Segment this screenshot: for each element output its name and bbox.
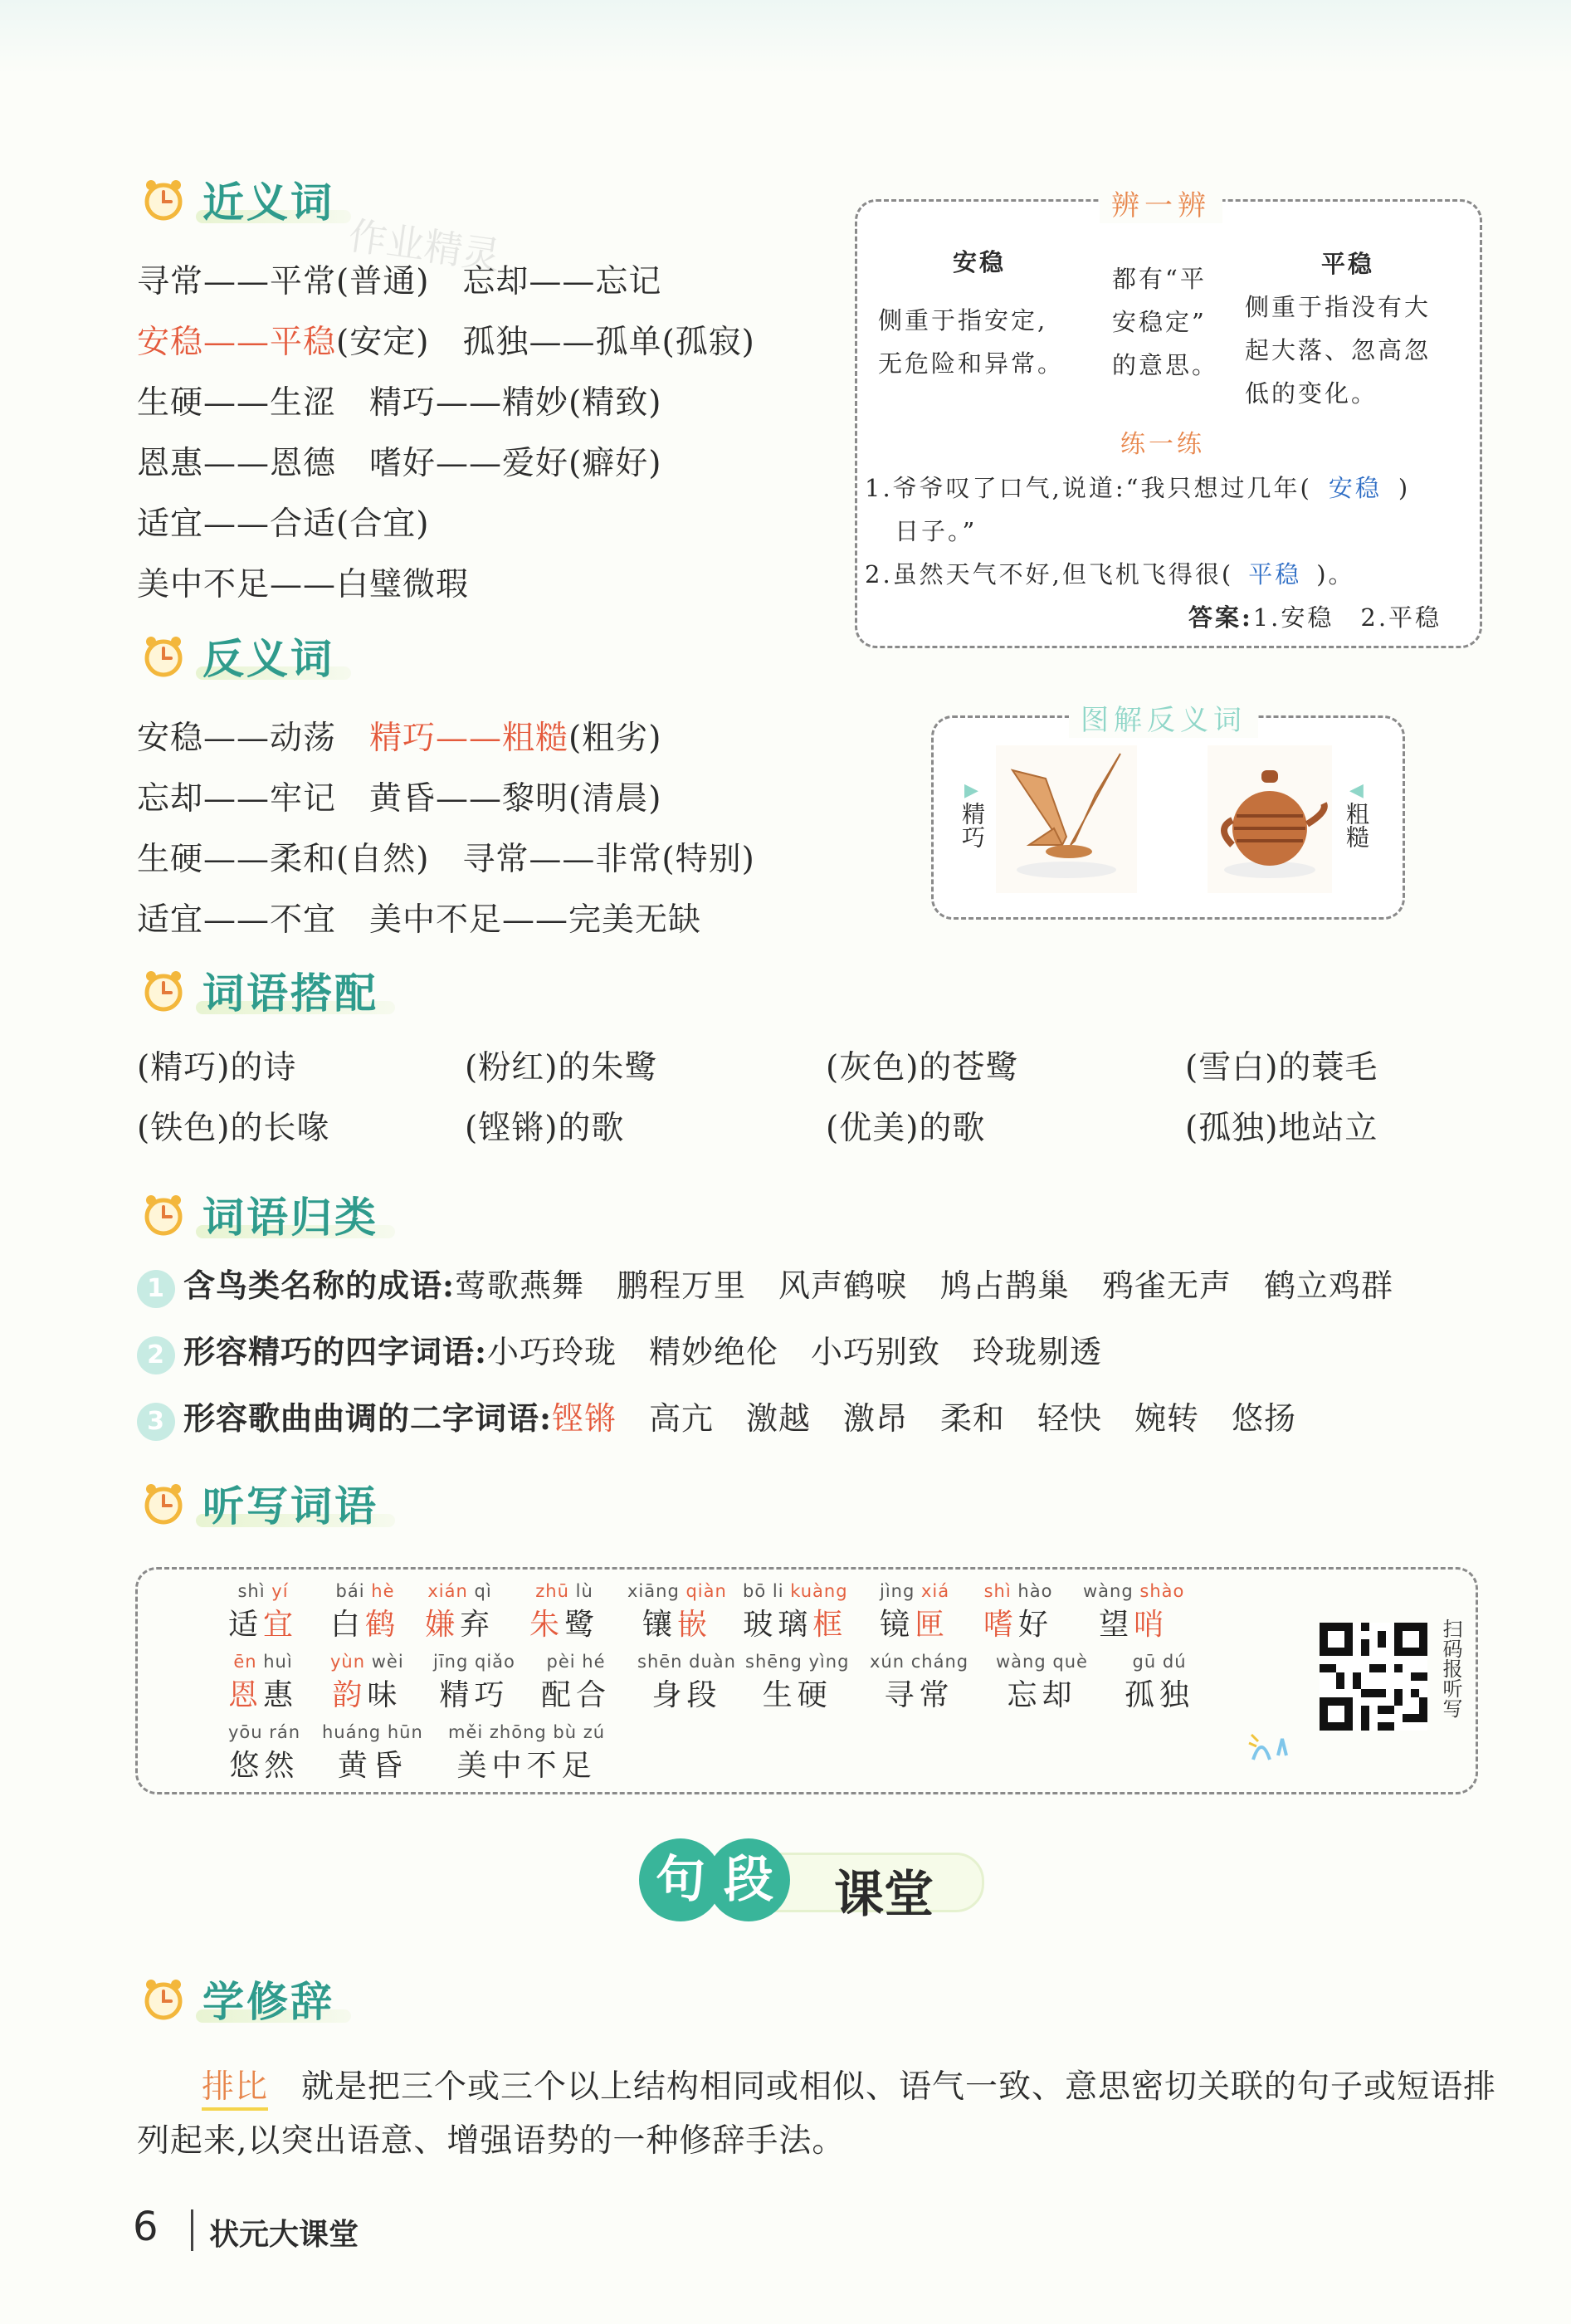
hanzi: 中 xyxy=(491,1749,527,1783)
hanzi: 不 xyxy=(526,1749,562,1783)
classify-words: 小巧玲珑 精妙绝伦 小巧别致 玲珑剔透 xyxy=(487,1334,1103,1370)
hanzi: 适 xyxy=(228,1608,264,1642)
hanzi: 生 xyxy=(762,1678,798,1712)
play-left-icon: ◀ xyxy=(1349,780,1364,801)
pinyin: xiá xyxy=(921,1581,950,1601)
hanzi: 好 xyxy=(1018,1608,1054,1642)
hanzi: 悠 xyxy=(229,1749,265,1783)
dictation-word xyxy=(743,1581,848,1643)
rhetoric-line-2: 列起来,以突出语意、增强语势的一种修辞手法。 xyxy=(137,2122,846,2160)
heading-synonyms xyxy=(141,170,334,228)
antonym-line-3: 生硬——柔和(自然) 寻常——非常(特别) xyxy=(137,841,755,878)
hanzi: 镶 xyxy=(642,1608,677,1642)
collocation-item: (精巧)的诗 xyxy=(137,1049,297,1086)
page-number: 6 xyxy=(133,2204,159,2250)
clock-icon xyxy=(141,633,186,678)
pinyin: li xyxy=(772,1581,784,1601)
pinyin: huì xyxy=(263,1652,293,1672)
book-title: 状元大课堂 xyxy=(209,2217,359,2252)
pinyin: zú xyxy=(583,1722,606,1742)
dictation-word xyxy=(529,1581,599,1643)
hanzi: 框 xyxy=(812,1608,848,1642)
dictation-word xyxy=(880,1581,949,1643)
practice-q1-cont: 日子。” xyxy=(895,517,978,545)
doodle-icon xyxy=(1245,1726,1303,1771)
dictation-word xyxy=(870,1652,968,1714)
pinyin: bù xyxy=(553,1722,578,1742)
compare-left-desc-2: 无危险和异常。 xyxy=(878,349,1065,378)
picture-label: 图解反义词 xyxy=(1069,697,1258,738)
clock-icon xyxy=(141,1976,186,2021)
section-title: 学修辞 xyxy=(202,1978,334,2026)
dictation-word xyxy=(228,1652,298,1714)
dictation-word xyxy=(637,1652,736,1714)
hanzi: 宜 xyxy=(263,1608,299,1642)
dictation-word xyxy=(627,1581,727,1643)
hanzi: 玻 xyxy=(743,1608,778,1642)
classify-item xyxy=(137,1326,1102,1374)
pinyin: hé xyxy=(582,1652,606,1672)
pinyin: yùn xyxy=(330,1652,366,1672)
compare-left-desc-1: 侧重于指安定, xyxy=(878,306,1048,334)
classify-highlight: 铿锵 xyxy=(552,1400,617,1437)
pinyin: shēng xyxy=(745,1652,803,1672)
picture-right-word: 粗糙 xyxy=(1343,802,1370,848)
heading-collocation xyxy=(141,961,378,1019)
section-title: 听写词语 xyxy=(202,1482,378,1531)
dictation-word xyxy=(322,1722,423,1784)
pinyin: shào xyxy=(1139,1581,1185,1601)
compare-right-desc-3: 低的变化。 xyxy=(1245,379,1378,408)
hanzi: 镜 xyxy=(880,1608,915,1642)
hanzi: 鹭 xyxy=(564,1608,600,1642)
hanzi: 独 xyxy=(1159,1678,1195,1712)
dictation-word xyxy=(433,1652,515,1714)
pinyin: hè xyxy=(371,1581,395,1601)
pinyin: lù xyxy=(575,1581,593,1601)
synonym-line-6: 美中不足——白璧微瑕 xyxy=(137,566,470,603)
compare-mid-3: 的意思。 xyxy=(1112,351,1219,379)
pinyin: yōu xyxy=(228,1722,263,1742)
synonym-line-5: 适宜——合适(合宜) xyxy=(137,505,430,543)
pinyin: zhū xyxy=(535,1581,569,1601)
pinyin: rán xyxy=(269,1722,301,1742)
practice-q2: 2.虽然天气不好,但飞机飞得很( 平稳 )。 xyxy=(865,560,1355,588)
compare-right-title: 平稳 xyxy=(1321,250,1375,278)
scan-text: 扫码报听写 xyxy=(1439,1618,1462,1718)
banner-rest: 课堂 xyxy=(834,1866,934,1924)
pinyin: měi xyxy=(448,1722,484,1742)
pinyin: xián xyxy=(427,1581,468,1601)
hanzi: 巧 xyxy=(474,1678,510,1712)
section-title: 词语归类 xyxy=(202,1194,378,1242)
pinyin: shì xyxy=(237,1581,266,1601)
pinyin: bō xyxy=(743,1581,767,1601)
section-title: 反义词 xyxy=(202,635,334,683)
collocation-item: (灰色)的苍鹭 xyxy=(826,1049,1019,1086)
hanzi: 弃 xyxy=(460,1608,495,1642)
hanzi: 嗜 xyxy=(983,1608,1019,1642)
hanzi: 惠 xyxy=(263,1678,299,1712)
classify-words: 莺歌燕舞 鹏程万里 风声鹤唳 鸠占鹊巢 鸦雀无声 鹤立鸡群 xyxy=(455,1267,1394,1304)
pinyin: wàng xyxy=(1083,1581,1134,1601)
compare-right-desc-2: 起大落、忽高忽 xyxy=(1245,336,1432,364)
pinyin: huáng xyxy=(322,1722,382,1742)
dictation-word xyxy=(1083,1581,1184,1643)
banner-bubble-2: 段 xyxy=(707,1838,790,1921)
heading-dictation xyxy=(141,1474,378,1532)
pinyin: shēn xyxy=(637,1652,683,1672)
collocation-item: (铁色)的长喙 xyxy=(137,1110,330,1147)
number-badge: 2 xyxy=(137,1336,175,1374)
pinyin: zhōng xyxy=(489,1722,547,1742)
number-badge: 3 xyxy=(137,1403,175,1441)
pinyin: qiàn xyxy=(685,1581,727,1601)
heading-antonyms xyxy=(141,627,334,685)
compare-label: 辨一辨 xyxy=(1100,183,1222,223)
collocation-item: (铿锵)的歌 xyxy=(465,1110,625,1147)
clock-icon xyxy=(141,1481,186,1526)
compare-right-desc-1: 侧重于指没有大 xyxy=(1245,293,1432,321)
pinyin: ēn xyxy=(233,1652,257,1672)
footer-divider xyxy=(191,2209,193,2251)
pinyin: gū xyxy=(1132,1652,1157,1672)
clock-icon xyxy=(141,177,186,222)
pinyin: shì xyxy=(983,1581,1012,1601)
pinyin: kuàng xyxy=(790,1581,848,1601)
pinyin: xún xyxy=(870,1652,905,1672)
hanzi: 恩 xyxy=(228,1678,264,1712)
hanzi: 然 xyxy=(264,1749,300,1783)
collocation-item: (优美)的歌 xyxy=(826,1110,986,1147)
heading-rhetoric xyxy=(141,1970,334,2028)
dictation-word xyxy=(1125,1652,1194,1714)
pinyin: pèi xyxy=(546,1652,576,1672)
antonym-line-2: 忘却——牢记 黄昏——黎明(清晨) xyxy=(137,780,662,818)
practice-q1: 1.爷爷叹了口气,说道:“我只想过几年( 安稳 ) xyxy=(865,474,1411,502)
hanzi: 合 xyxy=(576,1678,612,1712)
hanzi: 身 xyxy=(651,1678,687,1712)
insect-image xyxy=(996,745,1137,893)
hanzi: 足 xyxy=(561,1749,597,1783)
pinyin: duàn xyxy=(689,1652,736,1672)
hanzi: 硬 xyxy=(797,1678,832,1712)
clock-icon xyxy=(141,1192,186,1237)
section-title: 近义词 xyxy=(202,178,334,227)
hanzi: 常 xyxy=(919,1678,954,1712)
hanzi: 昏 xyxy=(372,1749,407,1783)
rhetoric-line-1: 排比 就是把三个或三个以上结构相同或相似、语气一致、意思密切关联的句子或短语排 xyxy=(202,2061,1496,2107)
collocation-item: (雪白)的蓑毛 xyxy=(1185,1049,1378,1086)
hanzi: 嫌 xyxy=(425,1608,461,1642)
collocation-item: (孤独)地站立 xyxy=(1185,1110,1378,1147)
rhetoric-term: 排比 xyxy=(202,2068,268,2111)
hanzi: 段 xyxy=(686,1678,722,1712)
section-title: 词语搭配 xyxy=(202,969,378,1018)
hanzi: 哨 xyxy=(1134,1608,1169,1642)
heading-classify xyxy=(141,1185,378,1243)
pinyin: yìng xyxy=(808,1652,850,1672)
pinyin: yí xyxy=(271,1581,289,1601)
pinyin: què xyxy=(1052,1652,1088,1672)
synonym-line-3: 生硬——生涩 精巧——精妙(精致) xyxy=(137,384,662,422)
synonym-line-1: 寻常——平常(普通) 忘却——忘记 xyxy=(137,263,662,300)
play-right-icon: ▶ xyxy=(964,780,978,801)
dictation-word xyxy=(448,1722,605,1784)
hanzi: 望 xyxy=(1099,1608,1134,1642)
number-badge: 1 xyxy=(137,1270,175,1308)
dictation-word xyxy=(996,1652,1088,1714)
hanzi: 璃 xyxy=(778,1608,813,1642)
hanzi: 寻 xyxy=(884,1678,920,1712)
classify-title: 形容精巧的四字词语: xyxy=(183,1333,488,1370)
pinyin: cháng xyxy=(910,1652,969,1672)
hanzi: 韵 xyxy=(332,1678,368,1712)
hanzi: 朱 xyxy=(529,1608,565,1642)
pinyin: qiǎo xyxy=(475,1652,515,1672)
classify-title: 含鸟类名称的成语: xyxy=(183,1267,456,1304)
hanzi: 黄 xyxy=(337,1749,373,1783)
pinyin: xiāng xyxy=(627,1581,680,1601)
hanzi: 配 xyxy=(541,1678,577,1712)
dictation-word xyxy=(425,1581,495,1643)
dictation-word xyxy=(983,1581,1053,1643)
pinyin: qì xyxy=(474,1581,492,1601)
practice-answer: 答案:1.安稳 2.平稳 xyxy=(1188,603,1442,632)
compare-left-title: 安稳 xyxy=(953,248,1007,276)
dictation-word xyxy=(330,1652,404,1714)
antonym-line-1: 安稳——动荡 精巧——粗糙(粗劣) xyxy=(137,720,662,757)
pinyin: wàng xyxy=(996,1652,1047,1672)
hanzi: 忘 xyxy=(1007,1678,1042,1712)
classify-item xyxy=(137,1393,1296,1441)
synonym-line-2: 安稳——平稳(安定) 孤独——孤单(孤寂) xyxy=(137,324,755,361)
compare-mid-2: 安稳定” xyxy=(1112,308,1207,336)
classify-item xyxy=(137,1260,1393,1308)
collocation-item: (粉红)的朱鹭 xyxy=(465,1049,658,1086)
teapot-image xyxy=(1208,745,1332,893)
pinyin: wèi xyxy=(371,1652,404,1672)
pinyin: jìng xyxy=(880,1581,915,1601)
antonym-line-4: 适宜——不宜 美中不足——完美无缺 xyxy=(137,901,702,939)
pinyin: hūn xyxy=(387,1722,423,1742)
hanzi: 精 xyxy=(439,1678,475,1712)
banner xyxy=(639,1834,988,1926)
hanzi: 匣 xyxy=(915,1608,950,1642)
synonym-line-4: 恩惠——恩德 嗜好——爱好(癖好) xyxy=(137,445,662,482)
dictation-word xyxy=(228,1581,298,1643)
pinyin: hào xyxy=(1017,1581,1053,1601)
hanzi: 嵌 xyxy=(676,1608,712,1642)
top-band xyxy=(0,0,1571,75)
practice-label: 练一练 xyxy=(1120,430,1205,459)
dictation-word xyxy=(228,1722,300,1784)
hanzi: 孤 xyxy=(1125,1678,1160,1712)
qr-code[interactable] xyxy=(1320,1623,1427,1731)
pinyin: dú xyxy=(1162,1652,1187,1672)
pinyin: bái xyxy=(335,1581,365,1601)
dictation-word xyxy=(745,1652,849,1714)
watermark: 作业精灵 xyxy=(345,212,504,279)
classify-title: 形容歌曲曲调的二字词语: xyxy=(183,1399,553,1437)
clock-icon xyxy=(141,968,186,1013)
synonym-highlight: 安稳——平稳 xyxy=(137,324,337,361)
classify-words: 高亢 激越 激昂 柔和 轻快 婉转 悠扬 xyxy=(617,1400,1297,1437)
hanzi: 却 xyxy=(1042,1678,1077,1712)
hanzi: 鹤 xyxy=(365,1608,401,1642)
dictation-word xyxy=(330,1581,400,1643)
banner-bubble-1: 句 xyxy=(639,1838,722,1921)
hanzi: 白 xyxy=(330,1608,366,1642)
compare-mid-1: 都有“平 xyxy=(1112,265,1207,293)
pinyin: jīng xyxy=(433,1652,469,1672)
hanzi: 味 xyxy=(367,1678,403,1712)
dictation-word xyxy=(541,1652,611,1714)
hanzi: 美 xyxy=(456,1749,492,1783)
picture-left-word: 精巧 xyxy=(959,802,986,848)
